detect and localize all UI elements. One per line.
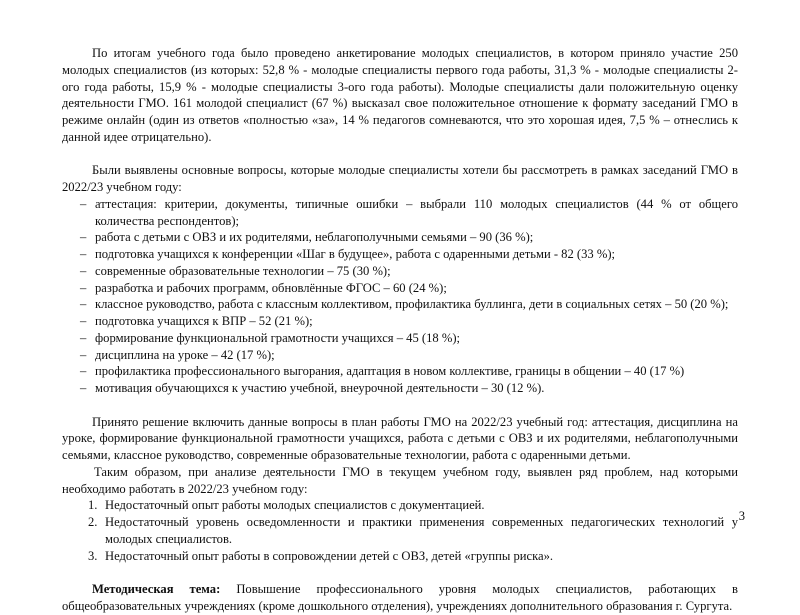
list-item-text: дисциплина на уроке – 42 (17 %); <box>95 347 275 362</box>
list-item <box>62 280 738 297</box>
dash-bullet-icon: – <box>80 230 87 245</box>
dash-bullet-icon: – <box>80 347 87 362</box>
dash-bullet-icon: – <box>80 314 87 328</box>
list-item <box>62 313 738 330</box>
dash-bullet-icon: – <box>80 364 87 379</box>
paragraph-thus-analysis: Таким образом, при анализе деятельности ГМО в текущем учебном году, выявлен ряд проблем, над которыми необходимо работать в 2022/23 учебном году: <box>62 464 738 496</box>
methodical-theme-text: Повышение профессионального уровня молодых специалистов, работающих в общеобразовательных учреждениях (кроме дошкольного отделения), учреждениях дополнительного образования г. Сургута. <box>62 582 738 613</box>
paragraph-spacer <box>62 146 738 163</box>
dash-bullet-icon: – <box>80 247 87 261</box>
dash-bullet-icon: – <box>80 263 87 278</box>
list-item <box>62 330 738 347</box>
list-item <box>62 363 738 380</box>
paragraph-spacer <box>62 397 738 414</box>
paragraph-decision-made: Принято решение включить данные вопросы в план работы ГМО на 2022/23 учебный год: аттестация, дисциплина на уроке, формирование функциональной грамотности учащихся, работа с детьми с ОВЗ и их родителями, неблагополучными семьями, классное руководство, современные образовательные технологии, работа с одаренными детьми. <box>62 414 738 462</box>
list-item-text: формирование функциональной грамотности учащихся – 45 (18 %); <box>95 330 461 345</box>
dash-bullet-icon: – <box>80 297 87 312</box>
page-number: 3 <box>738 509 745 523</box>
question-topics-list <box>62 196 738 397</box>
list-item-text: разработка и рабочих программ, обновлённые ФГОС – 60 (24 %); <box>95 280 447 295</box>
paragraph-methodical-theme <box>62 581 738 615</box>
list-item-text: современные образовательные технологии – 75 (30 %); <box>95 263 391 278</box>
list-item <box>62 514 738 548</box>
list-item-text: мотивация обучающихся к участию учебной, внеурочной деятельности – 30 (12 %). <box>95 381 545 395</box>
list-item <box>62 246 738 263</box>
list-item <box>62 263 738 280</box>
list-item <box>62 347 738 364</box>
list-item <box>62 229 738 246</box>
list-item <box>62 380 738 397</box>
list-item-number: 1. <box>88 498 98 513</box>
list-item-text: Недостаточный опыт работы молодых специалистов с документацией. <box>105 498 485 513</box>
list-item-number: 3. <box>88 548 98 563</box>
list-item-text: подготовка учащихся к ВПР – 52 (21 %); <box>95 314 313 328</box>
dash-bullet-icon: – <box>80 280 87 295</box>
paragraph-survey-results: По итогам учебного года было проведено анкетирование молодых специалистов, в котором приняло участие 250 молодых специалистов (из которых: 52,8 % - молодые специалисты первого года работы, 31,3 % - молодые специалисты 2-ого года работы, 15,9 % - молодые специалисты 3-ого года работы). Молодые специалисты дали положительную оценку деятельности ГМО. 161 молодой специалист (67 %) высказал свое положительное отношение к формату заседаний ГМО в режиме онлайн (один из ответов «полностью «за», 14 % педагогов сомневаются, что это хорошая идея, 7,5 % – отнеслись к данной идее отрицательно). <box>62 46 738 144</box>
list-item-text: работа с детьми с ОВЗ и их родителями, неблагополучными семьями – 90 (36 %); <box>95 230 534 245</box>
dash-bullet-icon: – <box>80 330 87 345</box>
list-item-text: подготовка учащихся к конференции «Шаг в будущее», работа с одаренными детьми - 82 (33 %); <box>95 247 616 261</box>
list-item-number: 2. <box>88 515 98 529</box>
list-item-text: Недостаточный опыт работы в сопровождении детей с ОВЗ, детей «группы риска». <box>105 548 554 563</box>
list-item <box>62 196 738 230</box>
paragraph-main-questions-intro: Были выявлены основные вопросы, которые молодые специалисты хотели бы рассмотреть в рамках заседаний ГМО в 2022/23 учебном году: <box>62 163 738 194</box>
methodical-theme-label: Методическая тема: <box>92 582 221 596</box>
list-item-text: классное руководство, работа с классным коллективом, профилактика буллинга, дети в социальных сетях – 50 (20 %); <box>95 297 729 312</box>
list-item <box>62 296 738 313</box>
paragraph-spacer <box>62 564 738 581</box>
list-item-text: Недостаточный уровень осведомленности и практики применения современных педагогических технологий у молодых специалистов. <box>105 515 738 546</box>
problems-list <box>62 497 738 564</box>
list-item <box>62 497 738 514</box>
list-item-text: аттестация: критерии, документы, типичные ошибки – выбрали 110 молодых специалистов (44 % от общего количества респондентов); <box>95 196 738 228</box>
list-item-text: профилактика профессионального выгорания, адаптация в новом коллективе, границы в общении – 40 (17 %) <box>95 364 685 379</box>
page-content <box>62 45 738 615</box>
list-item <box>62 548 738 565</box>
dash-bullet-icon: – <box>80 381 87 395</box>
dash-bullet-icon: – <box>80 196 87 211</box>
